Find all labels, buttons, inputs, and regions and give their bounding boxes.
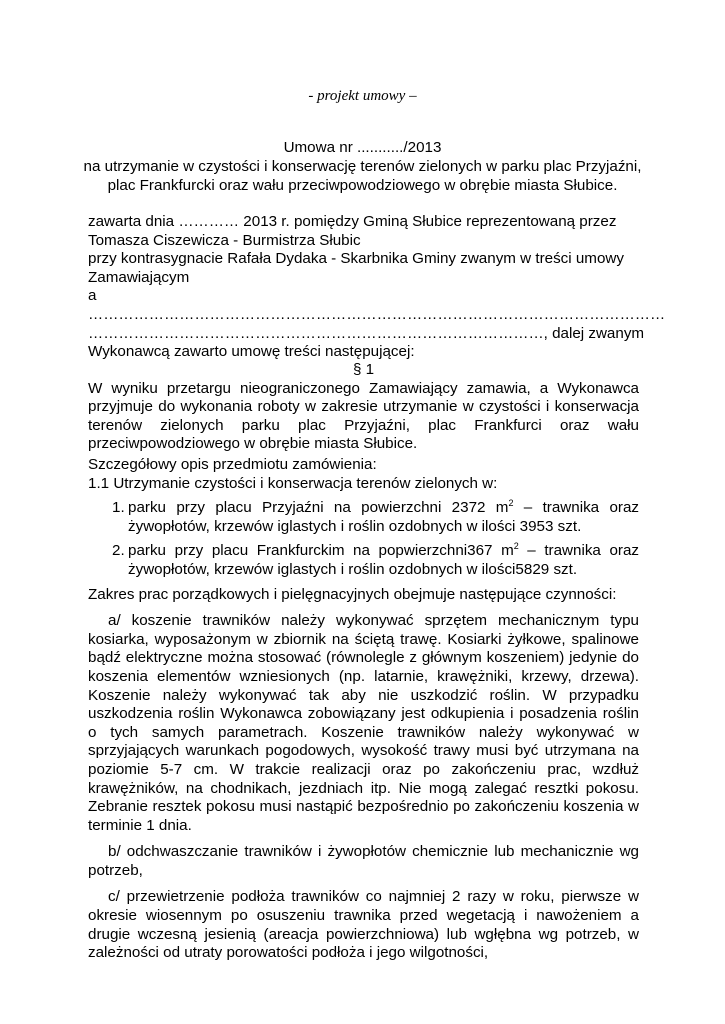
superscript: 2 — [508, 498, 514, 509]
section-1-paragraph: W wyniku przetargu nieograniczonego Zamawiający zamawia, a Wykonawca przyjmuje do wykonania roboty w zakresie utrzymanie w czystości i konserwacja terenów zielonych parku plac Przyjaźni, plac Frankfurci oraz wału przeciwpowodziowego w obrębie miasta Słubice. — [88, 379, 639, 453]
list-item — [88, 542, 639, 579]
contract-parties — [88, 213, 666, 362]
parties-line-3: przy kontrasygnacie Rafała Dydaka - Skarbnika Gminy zwanym w treści umowy — [88, 250, 624, 268]
parties-line-7: ………………………………………………………………………………, dalej zwanym — [88, 324, 645, 342]
parties-line-4: Zamawiającym — [88, 268, 190, 286]
title-line-1: Umowa nr .........../2013 — [283, 139, 442, 156]
section-mark: § 1 — [352, 361, 375, 378]
details-intro: Szczegółowy opis przedmiotu zamówienia: — [88, 456, 377, 473]
title-line-2: na utrzymanie w czystości i konserwację terenów zielonych w parku plac Przyjaźni, — [83, 158, 642, 175]
section-1 — [88, 361, 639, 454]
parties-line-6: …………………………………………………………………………………………………… — [88, 305, 666, 323]
list-item-text: parku przy placu Frankfurckim na popwierzchni367 m — [128, 542, 514, 560]
document-subtitle: - projekt umowy – — [308, 88, 417, 104]
superscript: 2 — [513, 541, 519, 552]
list-item — [88, 499, 639, 536]
contract-title — [80, 138, 645, 195]
list-item-number: 1. — [112, 499, 125, 517]
list-item-number: 2. — [112, 542, 125, 560]
parties-line-5: a — [88, 287, 97, 305]
title-line-3: plac Frankfurcki oraz wału przeciwpowodziowego w obrębie miasta Słubice. — [107, 177, 618, 194]
paragraph-a: a/ koszenie trawników należy wykonywać sprzętem mechanicznym typu kosiarka, wyposażonym w zbiornik na ściętą trawę. Kosiarki żyłkowe, spalinowe bądź elektryczne można stosować (równolegle z głównym koszeniem) jedynie do koszenia elementów wzniesionych (np. latarnie, krawężniki, krzewy, drzewa). Koszenie należy wykonywać tak aby nie uszkodzić roślin. W przypadku uszkodzenia roślin Wykonawca zobowiązany jest odkupienia i posadzenia roślin o tych samych parametrach. Koszenie trawników należy wykonywać w sprzyjających warunkach pogodowych, wysokość trawy musi być utrzymana na poziomie 5-7 cm. W trakcie realizacji oraz po zakończeniu prac, wzdłuż krawężników, na chodnikach, jezdniach itp. Nie mogą zalegać resztki pokosu. Zebranie resztek pokosu musi nastąpić bezpośrednio po zakończeniu koszenia w terminie 1 dnia. — [88, 612, 639, 834]
paragraph-b: b/ odchwaszczanie trawników i żywopłotów chemicznie lub mechanicznie wg potrzeb, — [88, 843, 639, 879]
parties-line-2: Tomasza Ciszewicza - Burmistrza Słubic — [88, 231, 361, 249]
paragraph-c: c/ przewietrzenie podłoża trawników co najmniej 2 razy w roku, pierwsze w okresie wiosennym po osuszeniu trawnika przed wegetacją i nawożeniem a drugie wczesną jesienią (areacja powierzchniowa) lub wgłębna wg potrzeb, w zależności od utraty porowatości podłoża i jego wilgotności, — [88, 888, 639, 962]
scope-intro: Zakres prac porządkowych i pielęgnacyjnych obejmuje następujące czynności: — [88, 585, 617, 603]
parties-line-8: Wykonawcą zawarto umowę treści następującej: — [88, 343, 415, 361]
details-point: 1.1 Utrzymanie czystości i konserwacja terenów zielonych w: — [88, 474, 498, 492]
order-details — [88, 456, 639, 963]
list-item-text-rest: – trawnika oraz żywopłotów, krzewów iglastych i roślin ozdobnych w ilości 3953 szt. — [128, 499, 640, 535]
list-item-text: parku przy placu Przyjaźni na powierzchni 2372 m — [128, 499, 509, 517]
list-item-text-rest: – trawnika oraz żywopłotów, krzewów iglastych i roślin ozdobnych w ilości5829 szt. — [128, 542, 639, 578]
parties-line-1: zawarta dnia ………… 2013 r. pomiędzy Gminą Słubice reprezentowaną przez — [88, 213, 617, 230]
